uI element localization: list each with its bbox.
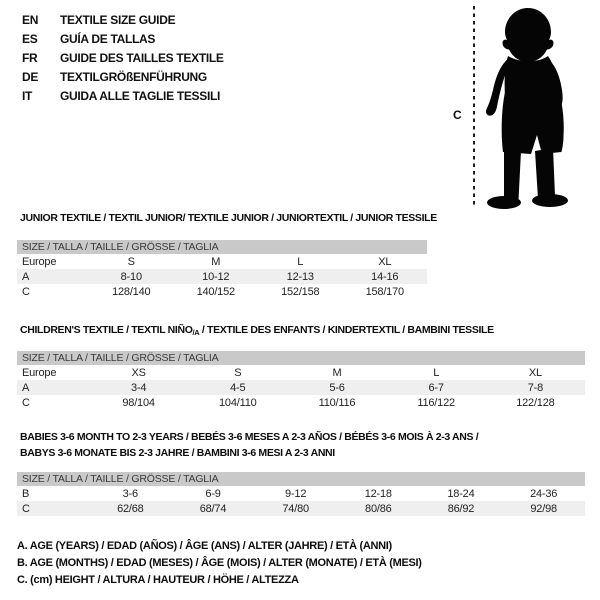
legend-height-cm: C. (cm) HEIGHT / ALTURA / HAUTEUR / HÖHE / ALTEZZA [17,574,299,586]
row-label: C [22,396,30,409]
babies-title-line1: BABIES 3-6 MONTH TO 2-3 YEARS / BEBÉS 3-6 MESES A 2-3 AÑOS / BÉBÉS 3-6 MOIS À 2-3 ANS / [20,431,479,443]
guide-title-it: GUIDA ALLE TAGLIE TESSILI [60,88,221,103]
junior-textile-table [17,240,427,299]
size-cell: 4-5 [188,380,287,395]
measurement-legend [17,538,422,589]
language-row-es [22,29,224,48]
size-cell: S [234,366,242,379]
row-label: A [17,269,89,284]
children-title-post: / TEXTILE DES ENFANTS / KINDERTEXTIL / BAMBINI TESSILE [199,324,494,336]
baby-silhouette-icon [480,2,576,212]
size-cell: 86/92 [420,501,503,516]
size-cell: 3-4 [89,380,188,395]
children-title-sub: /A [192,328,200,337]
size-cell: 6-9 [205,487,221,500]
table-row-months [17,486,585,501]
size-cell: 3-6 [122,487,138,500]
size-cell: 98/104 [122,396,155,409]
size-cell: M [332,366,342,379]
babies-title-line2: BABYS 3-6 MONATE BIS 2-3 JAHRE / BAMBINI 3-6 MESI A 2-3 ANNI [20,447,335,459]
table-row-age [17,380,585,395]
children-textile-table [17,351,585,410]
size-cell: XL [378,255,392,268]
babies-table-title [20,429,540,461]
language-row-de [22,67,224,86]
size-cell: 140/152 [196,285,235,298]
size-cell: 7-8 [486,380,585,395]
language-row-it [22,86,224,105]
size-cell: 12-18 [364,487,392,500]
guide-title-es: GUÍA DE TALLAS [60,31,156,46]
table-row-height [17,395,585,410]
children-table-title [20,324,494,337]
size-cell: 122/128 [516,396,555,409]
size-cell: 158/170 [365,285,404,298]
size-cell: 68/74 [172,501,255,516]
legend-age-years: A. AGE (YEARS) / EDAD (AÑOS) / ÂGE (ANS) / ALTER (JAHRE) / ETÀ (ANNI) [17,540,392,552]
size-cell: 14-16 [343,269,428,284]
height-measure-label: C [453,108,462,122]
size-header-bar: SIZE / TALLA / TAILLE / GRÖSSE / TAGLIA [17,472,585,486]
table-row-height [17,284,427,299]
size-cell: L [297,255,304,268]
language-code: FR [22,50,38,65]
guide-title-en: TEXTILE SIZE GUIDE [60,12,176,27]
row-label: C [22,285,30,298]
guide-title-fr: GUIDE DES TAILLES TEXTILE [60,50,224,65]
size-cell: 92/98 [502,501,585,516]
row-label: A [17,380,89,395]
children-title-pre: CHILDREN'S TEXTILE / TEXTIL NIÑO [20,324,193,336]
size-cell: 18-24 [447,487,475,500]
size-cell: 152/158 [281,285,320,298]
junior-table-title: JUNIOR TEXTILE / TEXTIL JUNIOR/ TEXTILE JUNIOR / JUNIORTEXTIL / JUNIOR TESSILE [20,212,437,224]
table-row-europe [17,254,427,269]
language-code: ES [22,31,38,46]
size-cell: 12-13 [258,269,343,284]
language-code: DE [22,69,39,84]
language-code: IT [22,88,33,103]
size-cell: 5-6 [287,380,386,395]
size-cell: XS [131,366,146,379]
row-label: B [22,487,30,500]
row-label: Europe [22,366,57,379]
size-cell: 128/140 [112,285,151,298]
size-cell: 6-7 [387,380,486,395]
height-measure-line-icon [472,6,476,208]
size-cell: 110/116 [318,396,356,409]
language-title-list [22,10,224,105]
row-label: C [17,501,89,516]
size-cell: S [127,255,135,268]
size-cell: 8-10 [89,269,174,284]
language-row-en [22,10,224,29]
size-header-bar: SIZE / TALLA / TAILLE / GRÖSSE / TAGLIA [17,351,585,365]
size-cell: 24-36 [530,487,558,500]
size-cell: XL [528,366,542,379]
babies-textile-table [17,472,585,516]
size-header-bar: SIZE / TALLA / TAILLE / GRÖSSE / TAGLIA [17,240,427,254]
table-row-height [17,501,585,516]
size-cell: 104/110 [219,396,257,409]
guide-title-de: TEXTILGRÖßENFÜHRUNG [60,69,207,84]
size-cell: 116/122 [417,396,455,409]
size-cell: 9-12 [285,487,307,500]
size-cell: L [433,366,440,379]
table-row-europe [17,365,585,380]
size-cell: 74/80 [254,501,337,516]
size-cell: 80/86 [337,501,420,516]
language-row-fr [22,48,224,67]
size-cell: 62/68 [89,501,172,516]
table-row-age [17,269,427,284]
row-label: Europe [22,255,57,268]
language-code: EN [22,12,39,27]
size-cell: 10-12 [174,269,259,284]
size-cell: M [211,255,221,268]
legend-age-months: B. AGE (MONTHS) / EDAD (MESES) / ÂGE (MOIS) / ALTER (MONATE) / ETÀ (MESI) [17,557,422,569]
